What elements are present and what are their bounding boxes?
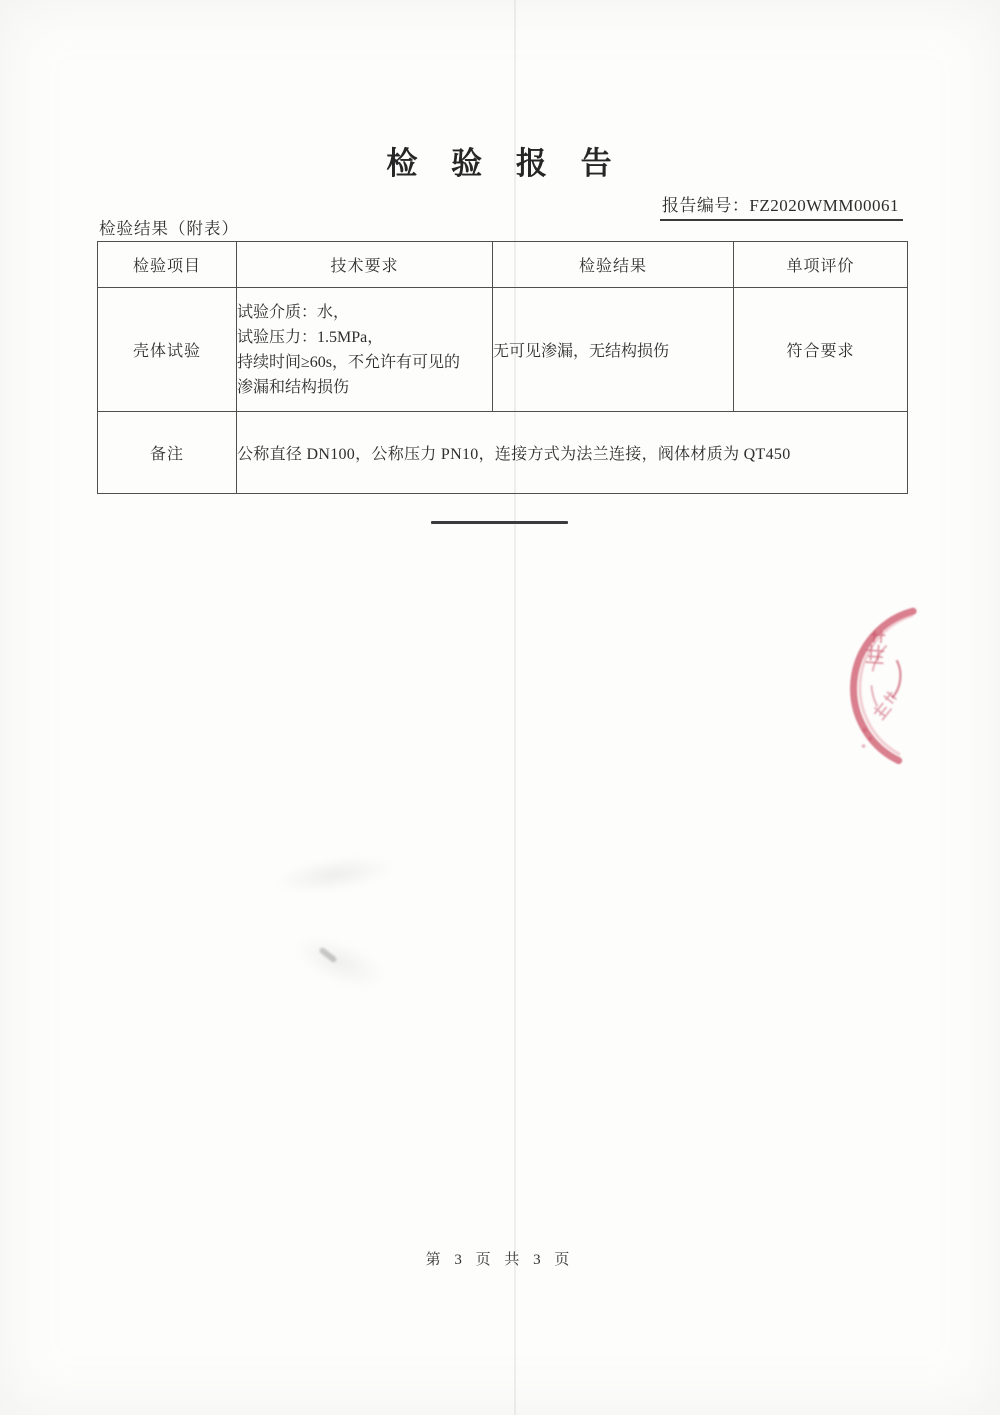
page-fold-line [514,0,516,1415]
requirement-line: 渗漏和结构损伤 [237,378,350,396]
cell-remark-label: 备注 [98,412,237,494]
pencil-smudge [269,913,410,1013]
end-of-report-line [431,521,568,524]
column-header-test-result: 检验结果 [493,242,734,288]
cell-evaluation: 符合要求 [734,288,908,412]
report-number-value: FZ2020WMM00061 [749,196,899,215]
page-title: 检 验 报 告 [386,146,614,181]
table-row-remark [98,412,908,494]
pencil-smudge [318,946,337,963]
cell-technical-requirements [237,288,493,412]
report-number [660,191,903,221]
requirement-line: 试验压力：1.5MPa， [237,328,384,346]
page-footer: 第 3 页 共 3 页 [425,1252,575,1268]
column-header-evaluation: 单项评价 [734,242,908,288]
cell-remark-value: 公称直径 DN100，公称压力 PN10，连接方式为法兰连接，阀体材质为 QT450 [237,412,908,494]
requirement-line: 试验介质：水， [237,303,350,321]
table-row-shell-test [98,288,908,412]
table-header-row [98,242,908,288]
column-header-test-item: 检验项目 [98,242,237,288]
table-caption: 检验结果（附表） [99,219,239,238]
pencil-smudge [253,841,418,908]
cell-test-item: 壳体试验 [98,288,237,412]
cell-test-result: 无可见渗漏，无结构损伤 [493,288,734,412]
column-header-technical-requirements: 技术要求 [237,242,493,288]
inspection-results-table [97,241,908,494]
red-stamp [838,594,948,774]
requirement-line: 持续时间≥60s，不允许有可见的 [237,353,461,371]
report-number-label: 报告编号： [661,196,750,215]
